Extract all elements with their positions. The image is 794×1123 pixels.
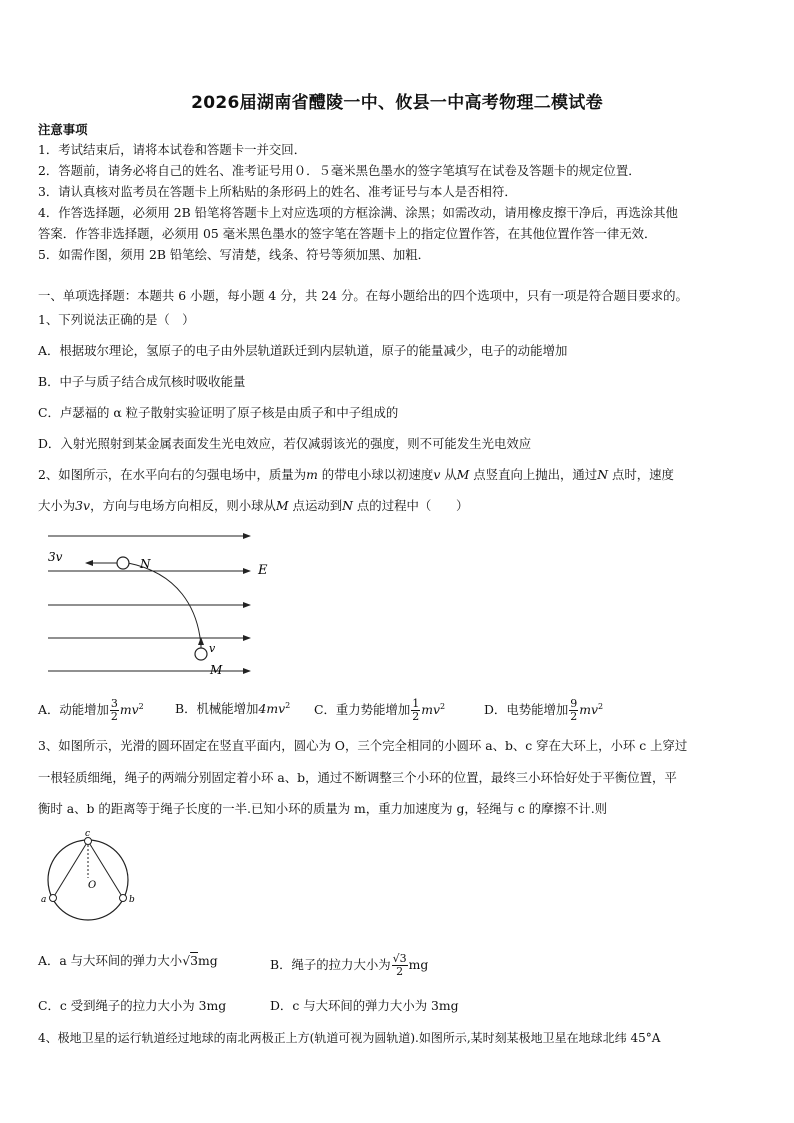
notice-heading: 注意事项 — [38, 122, 88, 137]
exam-title: 2026届湖南省醴陵一中、攸县一中高考物理二模试卷 — [191, 93, 603, 113]
fig-label-e: E — [258, 563, 268, 578]
fig-label-a: a — [41, 895, 47, 905]
question-3-stem-line: 衡时 a、b 的距离等于绳子长度的一半.已知小环的质量为 m，重力加速度为 g，轻绳与 c 的摩擦不计.则 — [38, 801, 608, 816]
fig-label-v: v — [209, 642, 216, 655]
question-2-option-b: B．机械能增加$4mv^2$ — [175, 701, 291, 717]
fig-label-c: c — [85, 829, 91, 839]
fig-label-n: N — [140, 557, 151, 571]
fig-label-3v: 3v — [48, 550, 63, 564]
notice-item: 3．请认真核对监考员在答题卡上所粘贴的条形码上的姓名、准考证号与本人是否相符． — [38, 184, 517, 199]
question-3-option-b: B．绳子的拉力大小为 $\frac{√3}{2}$ mg — [270, 952, 429, 978]
section-heading: 一、单项选择题：本题共 6 小题，每小题 4 分，共 24 分。在每小题给出的四个选项中，只有一项是符合题目要求的。 — [38, 288, 688, 303]
question-1-option-d: D．入射光照射到某金属表面发生光电效应，若仅减弱该光的强度，则不可能发生光电效应 — [38, 436, 532, 451]
question-1-option-a: A．根据玻尔理论，氢原子的电子由外层轨道跃迁到内层轨道，原子的能量减少，电子的动能增加 — [38, 343, 568, 358]
question-4-stem: 4、极地卫星的运行轨道经过地球的南北两极正上方(轨道可视为圆轨道).如图所示,某时刻某极地卫星在地球北纬 45°A — [38, 1031, 661, 1045]
fig-label-o: O — [88, 880, 97, 891]
question-3-figure — [36, 826, 146, 926]
question-1-stem: 1、下列说法正确的是（ ） — [38, 312, 195, 327]
fig-label-b: b — [129, 895, 135, 905]
notice-item: 5．如需作图，须用 2B 铅笔绘、写清楚，线条、符号等须加黑、加粗． — [38, 247, 431, 262]
question-2-option-c: C．重力势能增加 $\frac{1}{2}$ $mv^2$ — [314, 697, 446, 723]
question-3-stem-line: 3、如图所示，光滑的圆环固定在竖直平面内，圆心为 O，三个完全相同的小圆环 a、b、c 穿在大环上，小环 c 上穿过 — [38, 738, 688, 753]
question-2-stem-line-2: 大小为3v，方向与电场方向相反，则小球从M 点运动到N 点的过程中（ ） — [38, 498, 469, 513]
question-3-option-d: D．c 与大环间的弹力大小为 3mg — [270, 998, 459, 1013]
notice-item: 4．作答选择题，必须用 2B 铅笔将答题卡上对应选项的方框涂满、涂黑；如需改动，请用橡皮擦干净后，再选涂其他 — [38, 205, 678, 220]
question-1-option-c: C．卢瑟福的 α 粒子散射实验证明了原子核是由质子和中子组成的 — [38, 405, 399, 420]
question-2-stem-line-1: 2、如图所示，在水平向右的匀强电场中，质量为m 的带电小球以初速度v 从M 点竖直向上抛出，通过N 点时，速度 — [38, 467, 674, 482]
question-2-option-a: A．动能增加 $\frac{3}{2}$ $mv^2$ — [38, 697, 144, 723]
fig-label-m: M — [210, 663, 223, 677]
question-1-option-b: B．中子与质子结合成氘核时吸收能量 — [38, 374, 246, 389]
question-2-figure — [38, 528, 278, 680]
question-2-option-d: D．电势能增加 $\frac{9}{2}$ $mv^2$ — [484, 697, 604, 723]
notice-item: 答案．作答非选择题，必须用 05 毫米黑色墨水的签字笔在答题卡上的指定位置作答，在其他位置作答一律无效． — [38, 226, 657, 241]
notice-item: 1．考试结束后，请将本试卷和答题卡一并交回． — [38, 142, 307, 157]
question-3-option-a: A．a 与大环间的弹力大小√3mg — [38, 953, 218, 968]
question-3-stem-line: 一根轻质细绳，绳子的两端分别固定着小环 a、b，通过不断调整三个小环的位置，最终三小环恰好处于平衡位置，平 — [38, 770, 677, 785]
question-3-option-c: C．c 受到绳子的拉力大小为 3mg — [38, 998, 227, 1013]
notice-item: 2．答题前，请务必将自己的姓名、准考证号用０．５毫米黑色墨水的签字笔填写在试卷及答题卡的规定位置． — [38, 163, 641, 178]
